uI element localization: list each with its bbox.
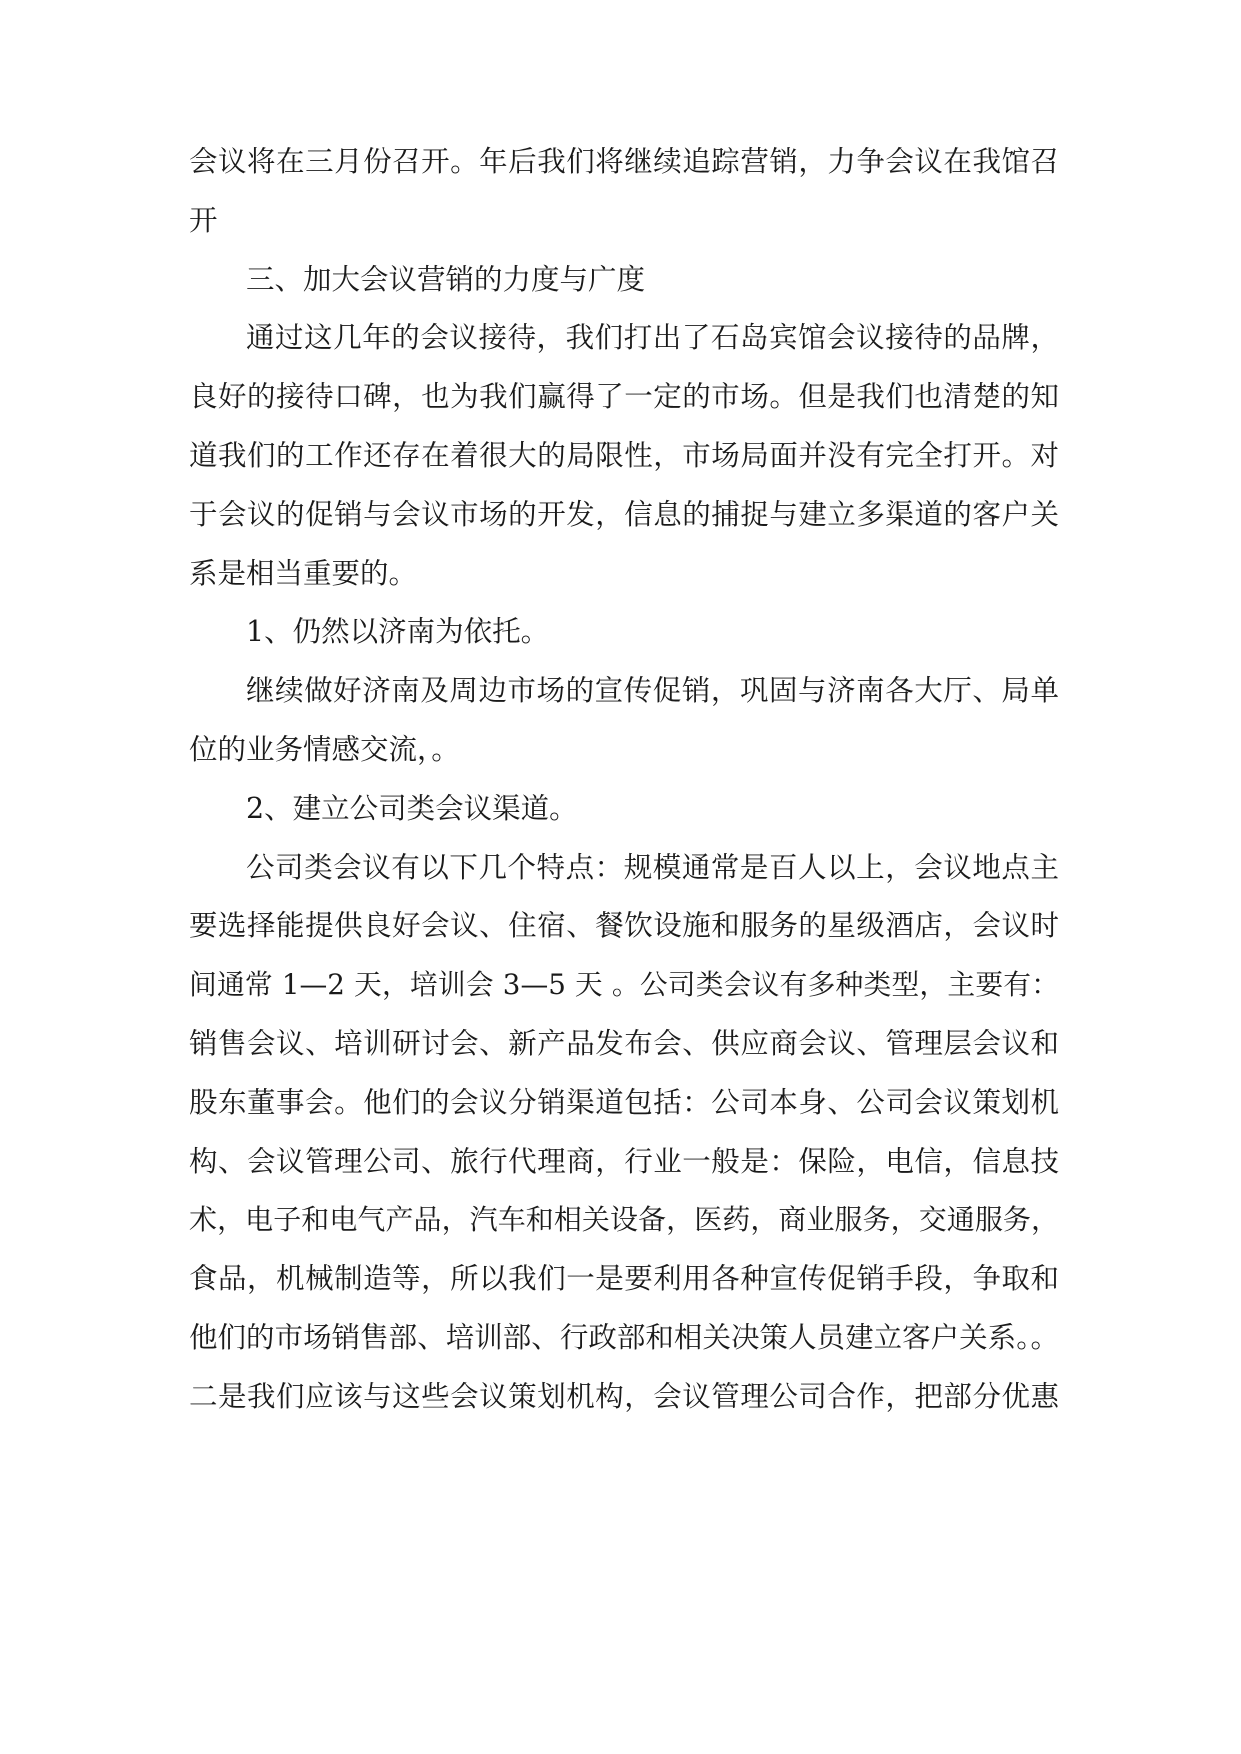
text-line-4: 通过这几年的会议接待，我们打出了石岛宾馆会议接待的品牌， <box>246 321 1059 354</box>
text-line-11: 位的业务情感交流，。 <box>189 733 460 766</box>
text-line-6: 道我们的工作还存在着很大的局限性，市场局面并没有完全打开。对 <box>189 439 1059 472</box>
text-line-17: 股东董事会。他们的会议分销渠道包括：公司本身、公司会议策划机 <box>189 1086 1059 1119</box>
text-line-13: 公司类会议有以下几个特点：规模通常是百人以上，会议地点主 <box>246 851 1059 884</box>
text-line-10: 继续做好济南及周边市场的宣传促销，巩固与济南各大厅、局单 <box>246 674 1059 707</box>
section-heading: 三、加大会议营销的力度与广度 <box>246 263 646 296</box>
subheading-2: 2、建立公司类会议渠道。 <box>246 792 578 825</box>
text-line-14: 要选择能提供良好会议、住宿、餐饮设施和服务的星级酒店，会议时 <box>189 909 1059 942</box>
text-line-20: 食品，机械制造等，所以我们一是要利用各种宣传促销手段，争取和 <box>189 1262 1059 1295</box>
text-line-1: 会议将在三月份召开。年后我们将继续追踪营销，力争会议在我馆召 <box>189 145 1059 178</box>
text-line-5: 良好的接待口碑，也为我们赢得了一定的市场。但是我们也清楚的知 <box>189 380 1059 413</box>
text-line-22: 二是我们应该与这些会议策划机构，会议管理公司合作，把部分优惠 <box>189 1380 1059 1413</box>
text-line-8: 系是相当重要的。 <box>189 557 418 590</box>
text-line-18: 构、会议管理公司、旅行代理商，行业一般是：保险，电信，信息技 <box>189 1145 1059 1178</box>
subheading-1: 1、仍然以济南为依托。 <box>246 615 550 648</box>
text-line-21: 他们的市场销售部、培训部、行政部和相关决策人员建立客户关系。。 <box>189 1321 1059 1354</box>
text-line-15: 间通常 1—2 天，培训会 3—5 天 。公司类会议有多种类型，主要有： <box>189 968 1059 1001</box>
text-line-7: 于会议的促销与会议市场的开发，信息的捕捉与建立多渠道的客户关 <box>189 498 1059 531</box>
text-line-2: 开 <box>189 204 218 237</box>
text-line-19: 术，电子和电气产品，汽车和相关设备，医药，商业服务，交通服务， <box>189 1203 1059 1236</box>
text-line-16: 销售会议、培训研讨会、新产品发布会、供应商会议、管理层会议和 <box>189 1027 1059 1060</box>
